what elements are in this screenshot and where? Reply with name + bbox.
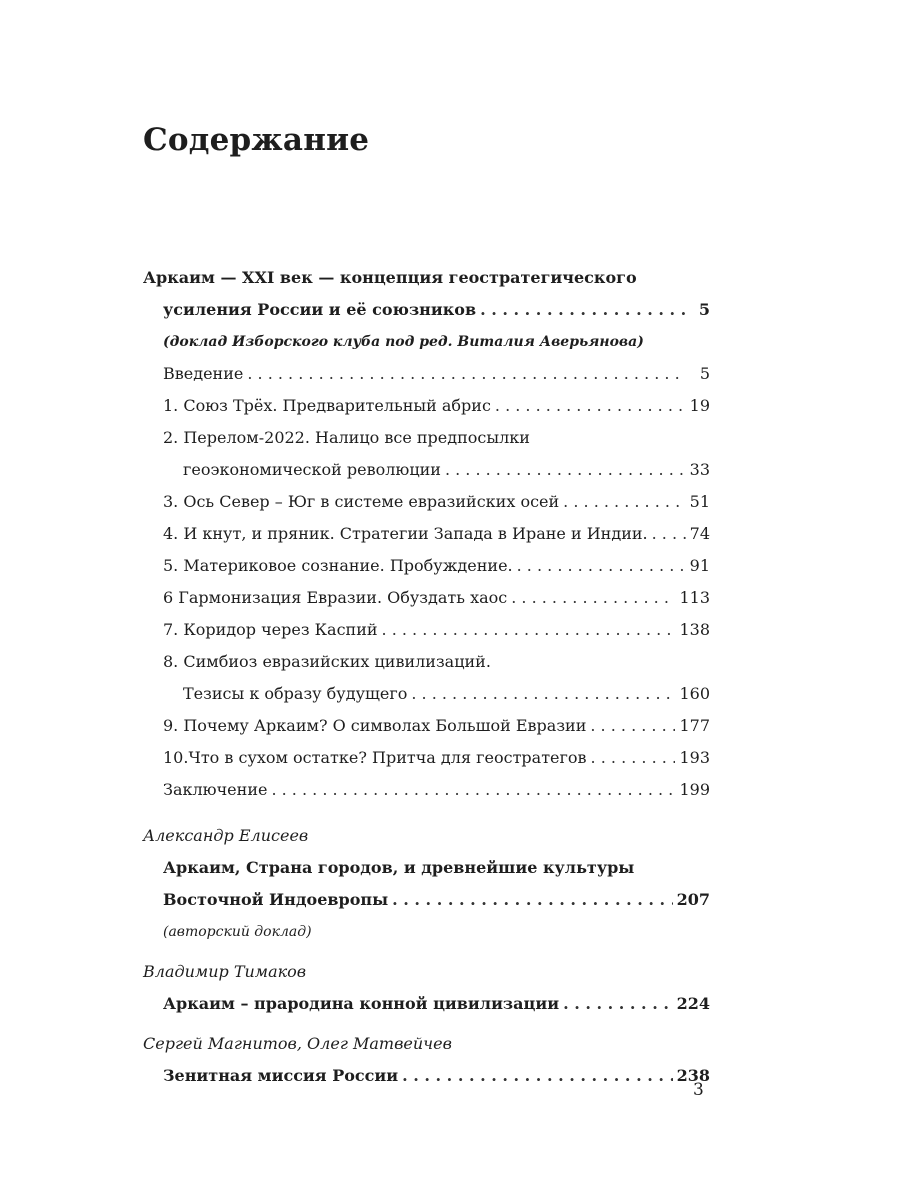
page-ref: 74 [689,524,710,543]
page-ref: 160 [679,684,710,703]
toc-entry-line1: 8. Симбиоз евразийских цивилизаций. [163,652,491,671]
leader-dots [591,742,676,774]
leader-dots [652,518,686,550]
toc-entry: Введение . . . 5 [143,358,710,390]
author-name: Владимир Тимаков [143,962,307,981]
toc-entry: Заключение . . . 199 [143,774,710,806]
page-ref: 224 [676,994,710,1013]
toc-section-title-line2: усиления России и её союзников . . . 5 [143,294,710,326]
article-title: Зенитная миссия России . . . 238 [143,1060,710,1092]
leader-dots [563,486,685,518]
leader-dots [382,614,676,646]
page-ref: 51 [689,492,710,511]
table-of-contents [143,262,710,1092]
page-ref: 238 [676,1066,710,1085]
toc-entry: 4. И кнут, и пряник. Стратегии Запада в Иране и Индии. . . . 74 [143,518,710,550]
toc-entry: 6 Гармонизация Евразии. Обуздать хаос . . . 113 [143,582,710,614]
toc-entry: 3. Ось Север – Юг в системе евразийских осей . . . 51 [143,486,710,518]
leader-dots [402,1060,672,1092]
page-ref: 199 [679,780,710,799]
page-ref: 207 [676,890,710,909]
toc-entry: 1. Союз Трёх. Предварительный абрис . . . 19 [143,390,710,422]
leader-dots [590,710,675,742]
toc-entry: 9. Почему Аркаим? О символах Большой Евразии . . . 177 [143,710,710,742]
toc-entry: 10.Что в сухом остатке? Притча для геостратегов . . . 193 [143,742,710,774]
leader-dots [495,390,686,422]
author-name: Сергей Магнитов, Олег Матвейчев [143,1034,452,1053]
author-name: Александр Елисеев [143,826,309,845]
toc-entry-line1: 2. Перелом-2022. Налицо все предпосылки [163,428,530,447]
article-title: Восточной Индоевропы . . . 207 [143,884,710,916]
toc-entry: Тезисы к образу будущего . . . 160 [143,678,710,710]
leader-dots [517,550,686,582]
toc-section-note: (доклад Изборского клуба под ред. Виталия Аверьянова) [163,334,644,350]
leader-dots [271,774,675,806]
leader-dots [445,454,686,486]
page-ref: 19 [689,396,710,415]
article-note: (авторский доклад) [163,924,312,940]
page-ref: 113 [679,588,710,607]
page-number: 3 [693,1080,704,1100]
toc-section-title-line1: Аркаим — XXI век — концепция геостратегического [143,268,637,287]
page-title: Содержание [143,122,370,158]
page-ref: 193 [679,748,710,767]
leader-dots [511,582,675,614]
toc-entry: 5. Материковое сознание. Пробуждение. . . . 91 [143,550,710,582]
page-ref: 5 [699,364,710,383]
leader-dots [480,294,686,326]
leader-dots [411,678,675,710]
article-title: Аркаим – прародина конной цивилизации . . . 224 [143,988,710,1020]
page-ref: 33 [689,460,710,479]
page-ref: 138 [679,620,710,639]
toc-entry: 7. Коридор через Каспий . . . 138 [143,614,710,646]
page-ref: 177 [679,716,710,735]
page-ref: 5 [698,300,710,319]
page-ref: 91 [689,556,710,575]
article-title-line1: Аркаим, Страна городов, и древнейшие культуры [163,858,635,877]
toc-entry: геоэкономической революции . . . 33 [143,454,710,486]
leader-dots [247,358,686,390]
leader-dots [563,988,673,1020]
leader-dots [392,884,672,916]
